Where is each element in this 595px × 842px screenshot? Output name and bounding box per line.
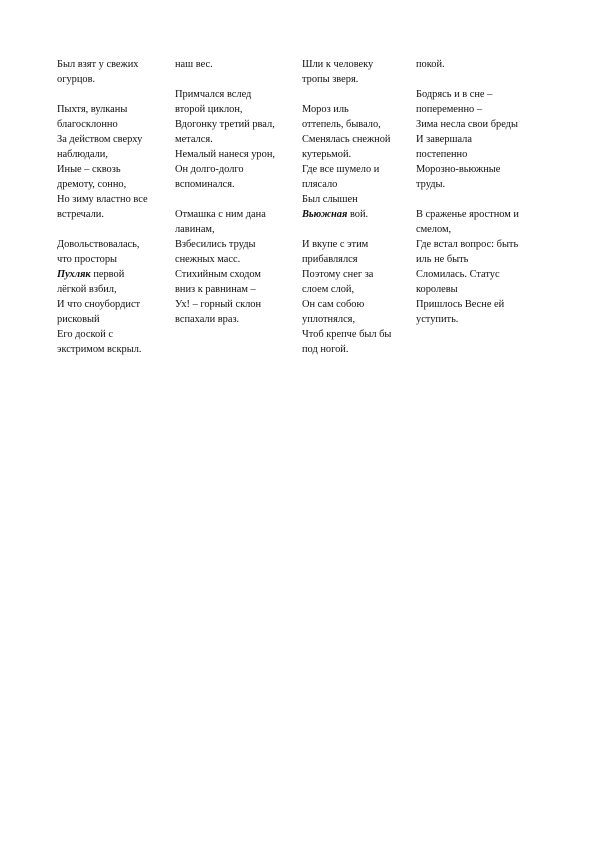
poem-line: И завершала bbox=[416, 134, 472, 145]
poem-line: Сменялась снежной bbox=[302, 134, 391, 145]
stanza bbox=[175, 207, 290, 327]
poem-line: Морозно-вьюжные bbox=[416, 164, 501, 175]
poem-column-3 bbox=[302, 57, 410, 372]
poem-line: наш вес. bbox=[175, 59, 213, 70]
poem-line: смелом, bbox=[416, 224, 452, 235]
poem-line: иль не быть bbox=[416, 254, 469, 265]
poem-line: слоем слой, bbox=[302, 284, 355, 295]
poem-line: вспоминался. bbox=[175, 179, 235, 190]
poem-column-2 bbox=[175, 57, 290, 342]
poem-line: Где встал вопрос: быть bbox=[416, 239, 519, 250]
poem-line: Довольствовалась, bbox=[57, 239, 140, 250]
poem-line: плясало bbox=[302, 179, 338, 190]
stanza bbox=[57, 102, 167, 222]
poem-line: Мороз иль bbox=[302, 104, 349, 115]
poem-line: экстримом вскрыл. bbox=[57, 344, 142, 355]
poem-line: Был взят у свежих bbox=[57, 59, 139, 70]
poem-line: В сраженье яростном и bbox=[416, 209, 519, 220]
stanza bbox=[302, 57, 410, 87]
poem-line: покой. bbox=[416, 59, 445, 70]
poem-line: И что сноубордист bbox=[57, 299, 141, 310]
poem-line: второй циклон, bbox=[175, 104, 243, 115]
poem-line: Чтоб крепче был бы bbox=[302, 329, 392, 340]
poem-line: Пыхтя, вулканы bbox=[57, 104, 128, 115]
poem-line: Его доской с bbox=[57, 329, 113, 340]
poem-line: вспахали враз. bbox=[175, 314, 240, 325]
poem-line: лёгкой взбил, bbox=[57, 284, 117, 295]
poem-line: уплотнялся, bbox=[302, 314, 356, 325]
poem-line: дремоту, сонно, bbox=[57, 179, 127, 190]
poem-line: Бодрясь и в сне – bbox=[416, 89, 493, 100]
poem-line: кутерьмой. bbox=[302, 149, 352, 160]
poem-line: огурцов. bbox=[57, 74, 96, 85]
poem-line: вниз к равнинам – bbox=[175, 284, 256, 295]
poem-line: Пухляк первой bbox=[57, 269, 125, 280]
stanza bbox=[302, 237, 410, 357]
poem-column-4 bbox=[416, 57, 541, 342]
poem-line: что просторы bbox=[57, 254, 118, 265]
stanza bbox=[302, 102, 410, 222]
stanza bbox=[175, 87, 290, 192]
poem-line: попеременно – bbox=[416, 104, 483, 115]
poem-line: Зима несла свои бреды bbox=[416, 119, 518, 130]
poem-line: Иные – сквозь bbox=[57, 164, 121, 175]
poem-line: благосклонно bbox=[57, 119, 118, 130]
stanza bbox=[175, 57, 290, 72]
poem-line: под ногой. bbox=[302, 344, 349, 355]
poem-line: прибавлялся bbox=[302, 254, 358, 265]
poem-line: За действом сверху bbox=[57, 134, 143, 145]
poem-line: Был слышен bbox=[302, 194, 358, 205]
poem-line: Поэтому снег за bbox=[302, 269, 374, 280]
stanza bbox=[416, 207, 541, 327]
poem-line: Вдогонку третий рвал, bbox=[175, 119, 275, 130]
poem-line: снежных масс. bbox=[175, 254, 241, 265]
stanza bbox=[57, 57, 167, 87]
poem-line: постепенно bbox=[416, 149, 468, 160]
poem-line: Он долго-долго bbox=[175, 164, 244, 175]
poem-column-1 bbox=[57, 57, 167, 372]
poem-line: Но зиму властно все bbox=[57, 194, 148, 205]
stanza bbox=[416, 87, 541, 192]
poem-line: Взбесились труды bbox=[175, 239, 256, 250]
poem-line: королевы bbox=[416, 284, 458, 295]
poem-line: И вкупе с этим bbox=[302, 239, 369, 250]
poem-line: Ух! – горный склон bbox=[175, 299, 262, 310]
poem-line: Примчался вслед bbox=[175, 89, 252, 100]
poem-line: Пришлось Весне ей bbox=[416, 299, 505, 310]
stanza bbox=[416, 57, 541, 72]
poem-line: Немалый нанеся урон, bbox=[175, 149, 275, 160]
stanza bbox=[57, 237, 167, 357]
poem-line: Вьюжная вой. bbox=[302, 209, 369, 220]
poem-line: Отмашка с ним дана bbox=[175, 209, 266, 220]
poem-line: лавинам, bbox=[175, 224, 215, 235]
poem-line: Шли к человеку bbox=[302, 59, 374, 70]
poem-line: Сломилась. Статус bbox=[416, 269, 500, 280]
poem-line: Стихийным сходом bbox=[175, 269, 261, 280]
emphasized-word: Вьюжная bbox=[302, 209, 348, 220]
poem-line: труды. bbox=[416, 179, 446, 190]
poem-line: оттепель, бывало, bbox=[302, 119, 381, 130]
poem-line: уступить. bbox=[416, 314, 459, 325]
poem-line: рисковый bbox=[57, 314, 100, 325]
poem-line: тропы зверя. bbox=[302, 74, 359, 85]
poem-line: Он сам собою bbox=[302, 299, 365, 310]
emphasized-word: Пухляк bbox=[57, 269, 91, 280]
poem-line: метался. bbox=[175, 134, 213, 145]
poem-line: Где все шумело и bbox=[302, 164, 380, 175]
poem-line: встречали. bbox=[57, 209, 104, 220]
poem-line: наблюдали, bbox=[57, 149, 108, 160]
